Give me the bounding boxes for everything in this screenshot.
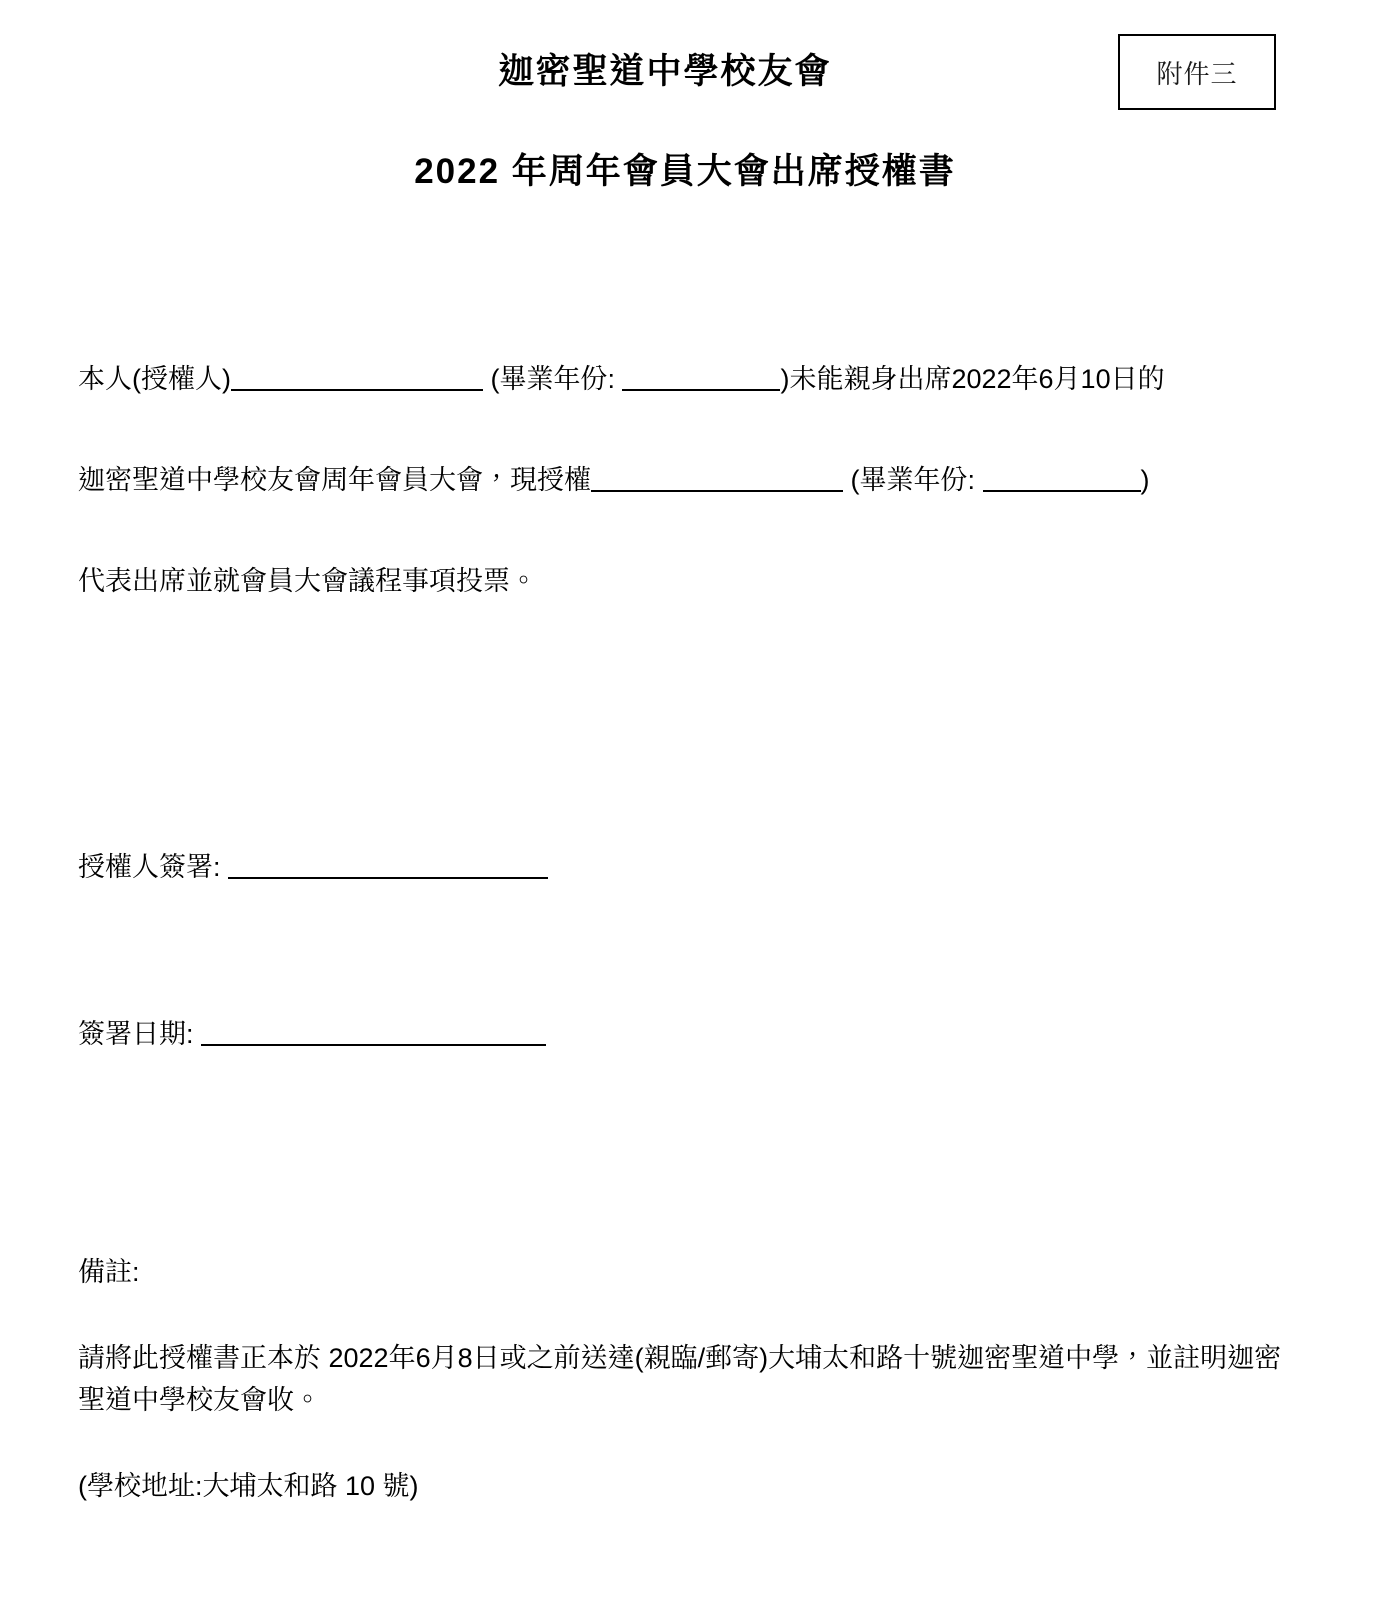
authorizer-graduation-year-blank[interactable] <box>622 361 780 391</box>
body-text <box>78 360 1318 601</box>
paragraph-two <box>78 461 1318 500</box>
signer-signature-blank[interactable] <box>228 849 548 879</box>
proxy-graduation-year-blank[interactable] <box>983 462 1141 492</box>
absence-statement-text: )未能親身出席2022年6月10日的 <box>780 364 1165 394</box>
signature-date-label: 簽署日期: <box>78 1019 202 1049</box>
signature-section <box>78 845 978 1051</box>
graduation-year-label-2: (畢業年份: <box>843 465 983 496</box>
authorizer-prefix-text: 本人(授權人) <box>78 364 231 394</box>
organization-title: 迦密聖道中學校友會 <box>498 52 832 91</box>
remarks-section <box>78 1252 1298 1507</box>
paragraph-one <box>78 360 1318 399</box>
paragraph-three: 代表出席並就會員大會議程事項投票。 <box>78 566 537 597</box>
remarks-title: 備註: <box>78 1257 140 1287</box>
signer-signature-row <box>78 845 978 884</box>
graduation-year-label-1: (畢業年份: <box>482 364 623 394</box>
proxy-name-blank[interactable] <box>591 462 843 492</box>
document-title: 2022 年周年會員大會出席授權書 <box>414 152 956 191</box>
signature-date-blank[interactable] <box>201 1016 546 1046</box>
attachment-label-text: 附件三 <box>1156 58 1238 89</box>
signature-date-row <box>78 1012 978 1051</box>
authorize-prefix-text: 迦密聖道中學校友會周年會員大會，現授權 <box>78 465 591 496</box>
remarks-instructions: 請將此授權書正本於 2022年6月8日或之前送達(親臨/郵寄)大埔太和路十號迦密聖道中學，並註明迦密聖道中學校友會收。 <box>78 1342 1282 1415</box>
authorizer-name-blank[interactable] <box>231 361 483 391</box>
paragraph-two-closing: ) <box>1140 465 1150 496</box>
signer-signature-label: 授權人簽署: <box>78 852 229 882</box>
school-address: (學校地址:大埔太和路 10 號) <box>78 1470 419 1501</box>
